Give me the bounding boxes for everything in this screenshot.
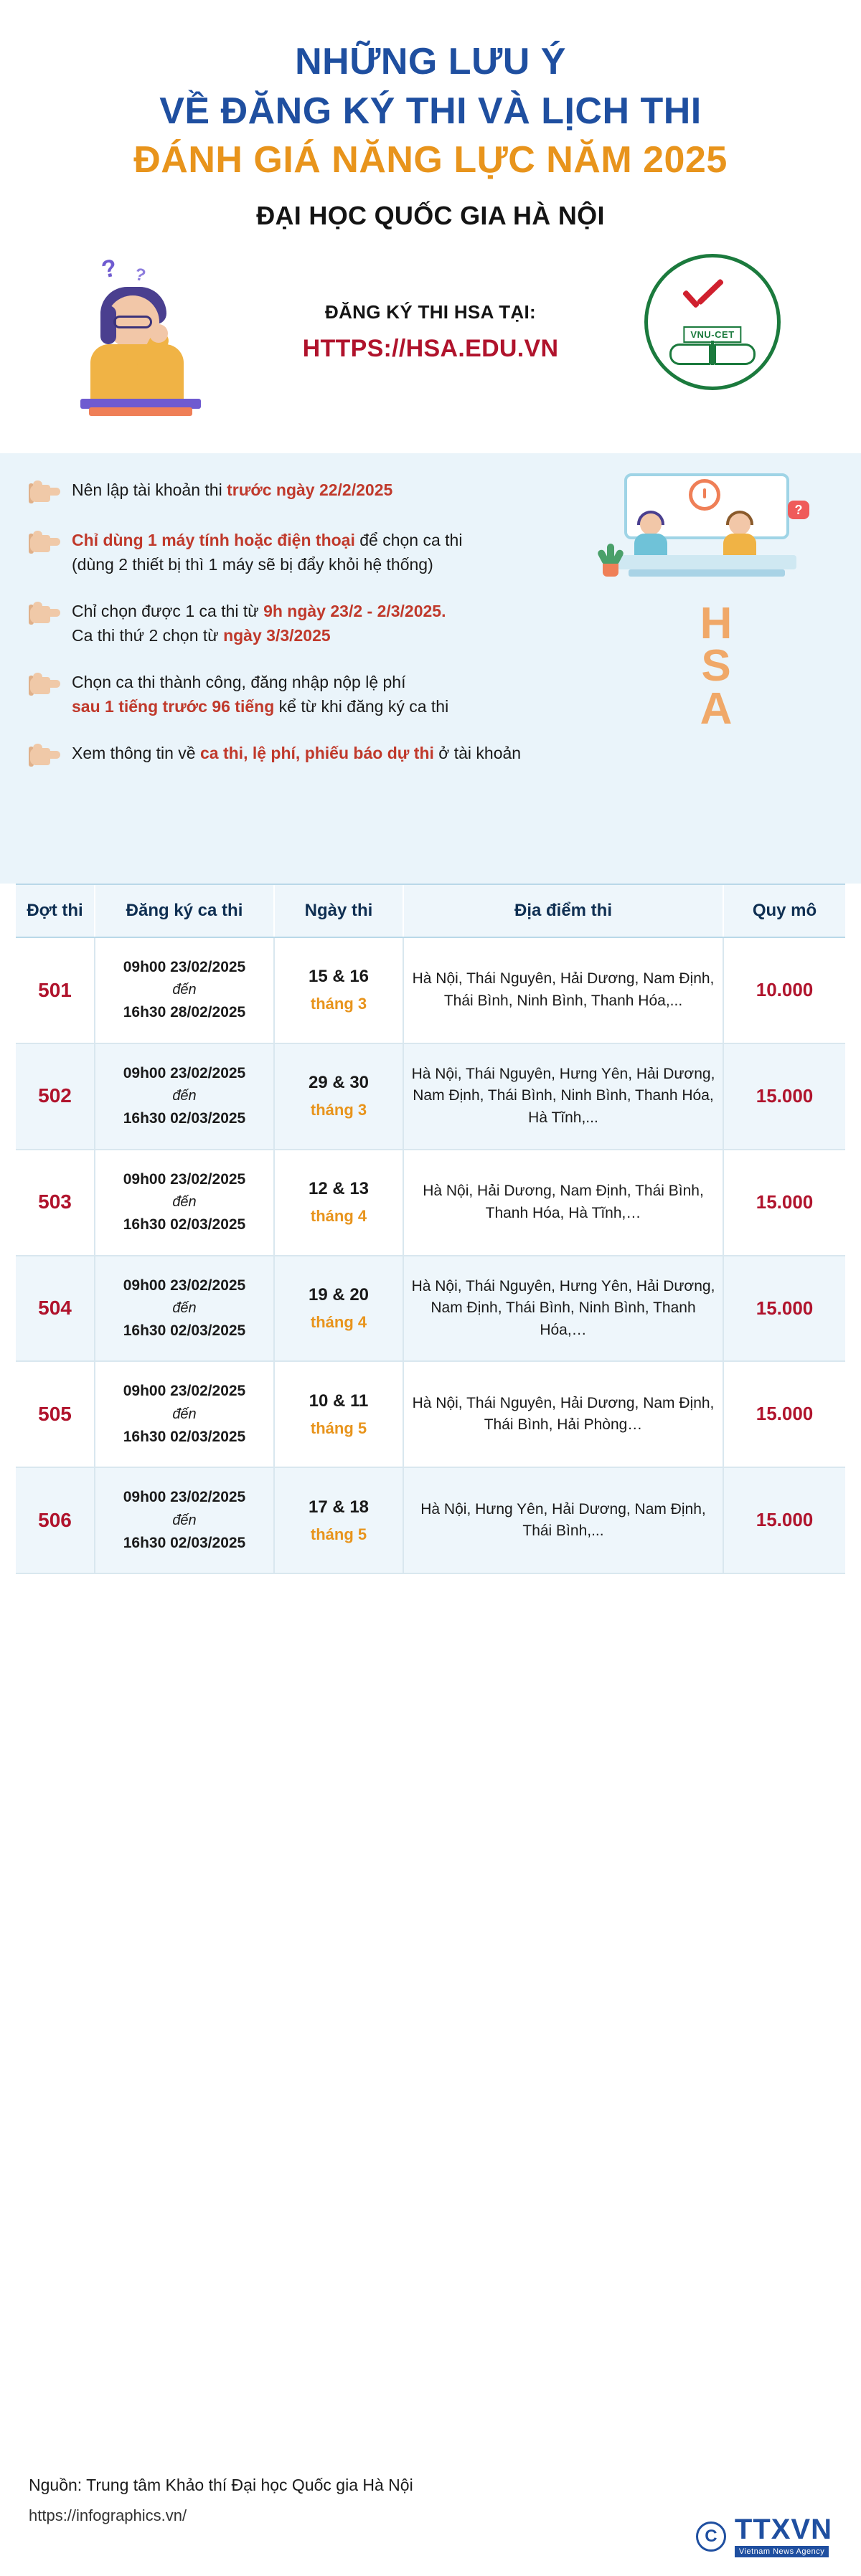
note-fragment: Ca thi thứ 2 chọn từ [72, 626, 224, 645]
speech-bubble-icon [788, 501, 809, 519]
registration-url-link[interactable]: HTTPS://HSA.EDU.VN [302, 334, 559, 362]
reg-to: 16h30 02/03/2025 [123, 1322, 246, 1339]
cell-session-code: 505 [16, 1361, 95, 1467]
note-item [29, 599, 596, 648]
reg-to: 16h30 28/02/2025 [123, 1004, 246, 1021]
cell-registration-window [95, 1150, 274, 1256]
pointing-hand-icon [29, 742, 62, 771]
note-text [72, 478, 392, 503]
question-mark-icon: ? [99, 254, 120, 284]
exam-schedule-table-wrapper [0, 884, 861, 1574]
exam-month: tháng 5 [310, 1525, 367, 1543]
note-fragment: 9h ngày 23/2 - 2/3/2025. [263, 601, 446, 620]
hand-thumb [33, 602, 42, 610]
desk-base [629, 569, 785, 577]
cell-session-code: 501 [16, 937, 95, 1043]
column-header-location: Địa điểm thi [403, 884, 723, 937]
reg-from: 09h00 23/02/2025 [123, 1064, 246, 1081]
cell-locations: Hà Nội, Hưng Yên, Hải Dương, Nam Định, Thái Bình,... [403, 1467, 723, 1573]
cell-registration-window [95, 937, 274, 1043]
hand-thumb [33, 480, 42, 489]
hsa-letter-h: H [700, 598, 734, 648]
cell-scale: 10.000 [723, 937, 845, 1043]
student-2-head [729, 513, 751, 535]
note-fragment: Chỉ chọn được 1 ca thi từ [72, 601, 264, 620]
reg-separator: đến [172, 1194, 197, 1211]
hsa-letters-block [663, 598, 771, 734]
cell-registration-window [95, 1256, 274, 1362]
exam-days: 17 & 18 [308, 1497, 370, 1517]
note-subtext [72, 623, 446, 648]
cell-exam-date [274, 937, 403, 1043]
plant-icon [600, 539, 621, 577]
column-header-registration: Đăng ký ca thi [95, 884, 274, 937]
exam-month: tháng 3 [310, 1101, 367, 1119]
notes-section [0, 453, 861, 884]
ttxvn-brand-sub: Vietnam News Agency [735, 2546, 829, 2557]
cell-locations: Hà Nội, Thái Nguyên, Hải Dương, Nam Định, Thái Bình, Hải Phòng… [403, 1361, 723, 1467]
check-icon [679, 282, 727, 311]
note-item [29, 528, 596, 577]
table-row [16, 1043, 845, 1150]
note-fragment: để chọn ca thi [354, 530, 463, 549]
hand-finger [46, 609, 60, 617]
table-row [16, 1467, 845, 1573]
reg-separator: đến [172, 982, 197, 998]
exam-month: tháng 4 [310, 1312, 367, 1331]
cell-registration-window [95, 1467, 274, 1573]
cell-exam-date [274, 1256, 403, 1362]
exam-days: 12 & 13 [308, 1179, 370, 1199]
note-fragment: Chọn ca thi thành công, đăng nhập nộp lệ phí [72, 672, 406, 691]
student-figure-1 [631, 513, 670, 559]
exam-days: 19 & 20 [308, 1285, 370, 1305]
note-fragment: Xem thông tin về [72, 743, 200, 762]
page-title-line-3: ĐÁNH GIÁ NĂNG LỰC NĂM 2025 [133, 139, 728, 181]
reg-to: 16h30 02/03/2025 [123, 1110, 246, 1127]
clock-icon [689, 479, 720, 511]
cell-session-code: 502 [16, 1043, 95, 1150]
book-icon [669, 332, 756, 365]
reg-to: 16h30 02/03/2025 [123, 1216, 246, 1233]
note-fragment: trước ngày 22/2/2025 [227, 480, 393, 499]
table-row [16, 937, 845, 1043]
cell-exam-date [274, 1150, 403, 1256]
note-fragment: ngày 3/3/2025 [223, 626, 331, 645]
hand-finger [46, 680, 60, 688]
cell-locations: Hà Nội, Hải Dương, Nam Định, Thái Bình, Thanh Hóa, Hà Tĩnh,… [403, 1150, 723, 1256]
note-item [29, 670, 596, 719]
student-hand [149, 324, 168, 343]
cell-exam-date [274, 1467, 403, 1573]
reg-separator: đến [172, 1299, 197, 1316]
vnu-cet-logo [644, 254, 781, 390]
cell-session-code: 506 [16, 1467, 95, 1573]
speech-bubble-text: ? [794, 502, 803, 517]
column-header-exam-date: Ngày thi [274, 884, 403, 937]
reg-from: 09h00 23/02/2025 [123, 1170, 246, 1188]
source-text: Nguồn: Trung tâm Khảo thí Đại học Quốc gia Hà Nội [29, 2476, 413, 2494]
note-subtext: (dùng 2 thiết bị thì 1 máy sẽ bị đẩy khỏi hệ thống) [72, 555, 433, 574]
cell-exam-date [274, 1043, 403, 1150]
exam-month: tháng 3 [310, 995, 367, 1013]
exam-days: 29 & 30 [308, 1073, 370, 1093]
cell-scale: 15.000 [723, 1361, 845, 1467]
note-fragment: kể từ khi đăng ký ca thi [274, 697, 449, 716]
note-text [72, 670, 448, 719]
note-text [72, 741, 521, 766]
book-page-right [714, 344, 756, 365]
cell-registration-window [95, 1043, 274, 1150]
cell-scale: 15.000 [723, 1043, 845, 1150]
ttxvn-logo [696, 2515, 832, 2557]
note-fragment: ở tài khoản [433, 743, 522, 762]
page-title-line-1: NHỮNG LƯU Ý [295, 41, 566, 82]
registration-hero [0, 238, 861, 453]
cell-scale: 15.000 [723, 1256, 845, 1362]
pointing-hand-icon [29, 529, 62, 558]
cell-exam-date [274, 1361, 403, 1467]
exam-schedule-table [16, 884, 845, 1574]
hsa-letter-s: S [701, 641, 733, 691]
cell-locations: Hà Nội, Thái Nguyên, Hải Dương, Nam Định, Thái Bình, Ninh Bình, Thanh Hóa,... [403, 937, 723, 1043]
classroom-illustration [600, 469, 815, 598]
reg-from: 09h00 23/02/2025 [123, 958, 246, 975]
book-page-left [669, 344, 711, 365]
hand-finger [46, 488, 60, 496]
reg-from: 09h00 23/02/2025 [123, 1489, 246, 1506]
reg-separator: đến [172, 1088, 197, 1104]
column-header-scale: Quy mô [723, 884, 845, 937]
table-row [16, 1361, 845, 1467]
hand-thumb [33, 673, 42, 681]
page-title-line-2: VỀ ĐĂNG KÝ THI VÀ LỊCH THI [159, 90, 702, 132]
site-url[interactable]: https://infographics.vn/ [29, 2506, 187, 2524]
student-figure-2 [720, 513, 759, 559]
registration-label: ĐĂNG KÝ THI HSA TẠI: [325, 300, 536, 323]
note-item [29, 478, 596, 506]
exam-month: tháng 5 [310, 1419, 367, 1437]
hand-thumb [33, 744, 42, 752]
cell-locations: Hà Nội, Thái Nguyên, Hưng Yên, Hải Dương, Nam Định, Thái Bình, Ninh Bình, Thanh Hóa, Hà Tĩnh,... [403, 1043, 723, 1150]
note-item [29, 741, 596, 770]
student-glasses-icon [113, 316, 152, 328]
note-text [72, 528, 462, 577]
book-stack-bottom [89, 407, 192, 416]
hsa-letter-a: A [700, 683, 734, 734]
reg-from: 09h00 23/02/2025 [123, 1383, 246, 1400]
table-head [16, 884, 845, 937]
ttxvn-brand [735, 2515, 832, 2557]
column-header-session: Đợt thi [16, 884, 95, 937]
table-row [16, 1256, 845, 1362]
ttxvn-brand-name: TTXVN [734, 2514, 832, 2545]
pointing-hand-icon [29, 671, 62, 700]
registration-block [230, 301, 631, 363]
exam-days: 15 & 16 [308, 967, 370, 987]
table-header-row [16, 884, 845, 937]
note-fragment: ca thi, lệ phí, phiếu báo dự thi [200, 743, 434, 762]
vnu-cet-logo-label: VNU-CET [683, 326, 741, 343]
table-row [16, 1150, 845, 1256]
note-fragment: Nên lập tài khoản thi [72, 480, 227, 499]
note-text [72, 599, 446, 648]
page-footer [0, 2454, 861, 2576]
copyright-icon: C [696, 2521, 726, 2552]
page-header [0, 0, 861, 238]
desk-top [617, 555, 796, 569]
book-spine [711, 341, 714, 365]
cell-locations: Hà Nội, Thái Nguyên, Hưng Yên, Hải Dương, Nam Định, Thái Bình, Ninh Bình, Thanh Hóa,… [403, 1256, 723, 1362]
reg-separator: đến [172, 1406, 197, 1422]
pointing-hand-icon [29, 600, 62, 629]
pointing-hand-icon [29, 479, 62, 508]
thinking-student-illustration [69, 255, 220, 420]
cell-session-code: 503 [16, 1150, 95, 1256]
exam-days: 10 & 11 [309, 1391, 369, 1411]
table-body [16, 937, 845, 1573]
cell-scale: 15.000 [723, 1467, 845, 1573]
exam-month: tháng 4 [310, 1207, 367, 1226]
cell-registration-window [95, 1361, 274, 1467]
hand-finger [46, 751, 60, 759]
note-fragment: Chỉ dùng 1 máy tính hoặc điện thoại [72, 530, 355, 549]
page-subtitle: ĐẠI HỌC QUỐC GIA HÀ NỘI [256, 200, 605, 230]
plant-pot [603, 564, 618, 577]
reg-from: 09h00 23/02/2025 [123, 1277, 246, 1294]
hand-finger [46, 538, 60, 546]
cell-session-code: 504 [16, 1256, 95, 1362]
note-fragment: sau 1 tiếng trước 96 tiếng [72, 697, 275, 716]
reg-separator: đến [172, 1512, 197, 1528]
student-1-head [640, 513, 662, 535]
note-subtext [72, 694, 448, 719]
question-mark-small-icon: ? [133, 264, 148, 286]
reg-to: 16h30 02/03/2025 [123, 1428, 246, 1445]
cell-scale: 15.000 [723, 1150, 845, 1256]
hand-thumb [33, 531, 42, 539]
reg-to: 16h30 02/03/2025 [123, 1534, 246, 1551]
